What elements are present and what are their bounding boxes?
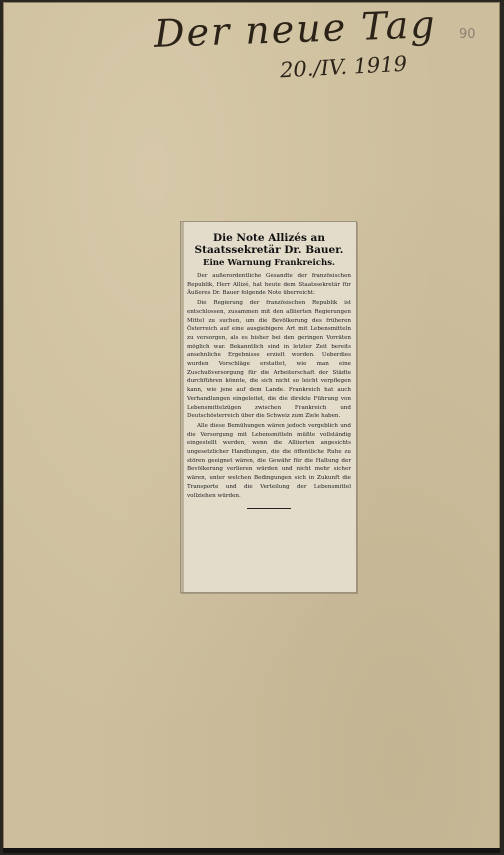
article-paragraph-2: Die Regierung der französischen Republik ist entschlossen, zusammen mit den alliierten Regierungen Mittel zu suchen, um die Bevölkerung des früheren Österreich auf eine ausgiebigere Art mit Lebensmitteln zu versorgen, als es bisher bei den geringen Vorräten möglich war. Bekanntlich sind in letzter Zeit bereits ansehnliche Ergebnisse erzielt worden. Ueberdies wurden Vorschläge erstattet, wie man eine Zuschußversorgung für die Arbeiterschaft der Städte durchführen könnte, die sich nicht so leicht verpflegen kann, wie jene auf dem Lande. Frankreich hat auch Verhandlungen eingeleitet, die die direkte Führung von Lebensmittelzügen zwischen Frankreich und Deutschösterreich über die Schweiz zum Ziele haben. <box>187 300 351 420</box>
archive-sheet <box>3 2 500 851</box>
scan-bottom-edge <box>3 848 500 853</box>
handwritten-date: 20./IV. 1919 <box>279 51 408 83</box>
article-subheadline: Eine Warnung Frankreichs. <box>202 258 336 268</box>
article-paragraph-3: Alle diese Bemühungen wären jedoch vergeblich und die Versorgung mit Lebensmitteln müßte vollständig eingestellt werden, wenn die Alliierten angesichts ungesetzlicher Handlungen, die die öffentliche Ruhe zu stören geeignet wären, die Gewähr für die Haltung der Bevölkerung verlieren würden und nicht mehr sicher wären, unter welchen Bedingungen sich in Zukunft die Transporte und die Verteilung der Lebensmittel vollziehen würden. <box>187 422 351 499</box>
article-headline: Die Note Allizés an Staatssekretär Dr. Bauer. <box>194 232 344 256</box>
page-number: 90 <box>459 27 476 42</box>
article-paragraph-1: Der außerordentliche Gesandte der französischen Republik, Herr Allizé, hat heute dem Staatssekretär für Äußeres Dr. Bauer folgende Note überreicht: <box>187 273 351 297</box>
article-end-rule <box>247 508 291 509</box>
clipping-left-edge <box>181 222 184 592</box>
handwritten-newspaper-name: Der neue Tag <box>153 2 438 56</box>
newspaper-clipping <box>180 221 357 593</box>
